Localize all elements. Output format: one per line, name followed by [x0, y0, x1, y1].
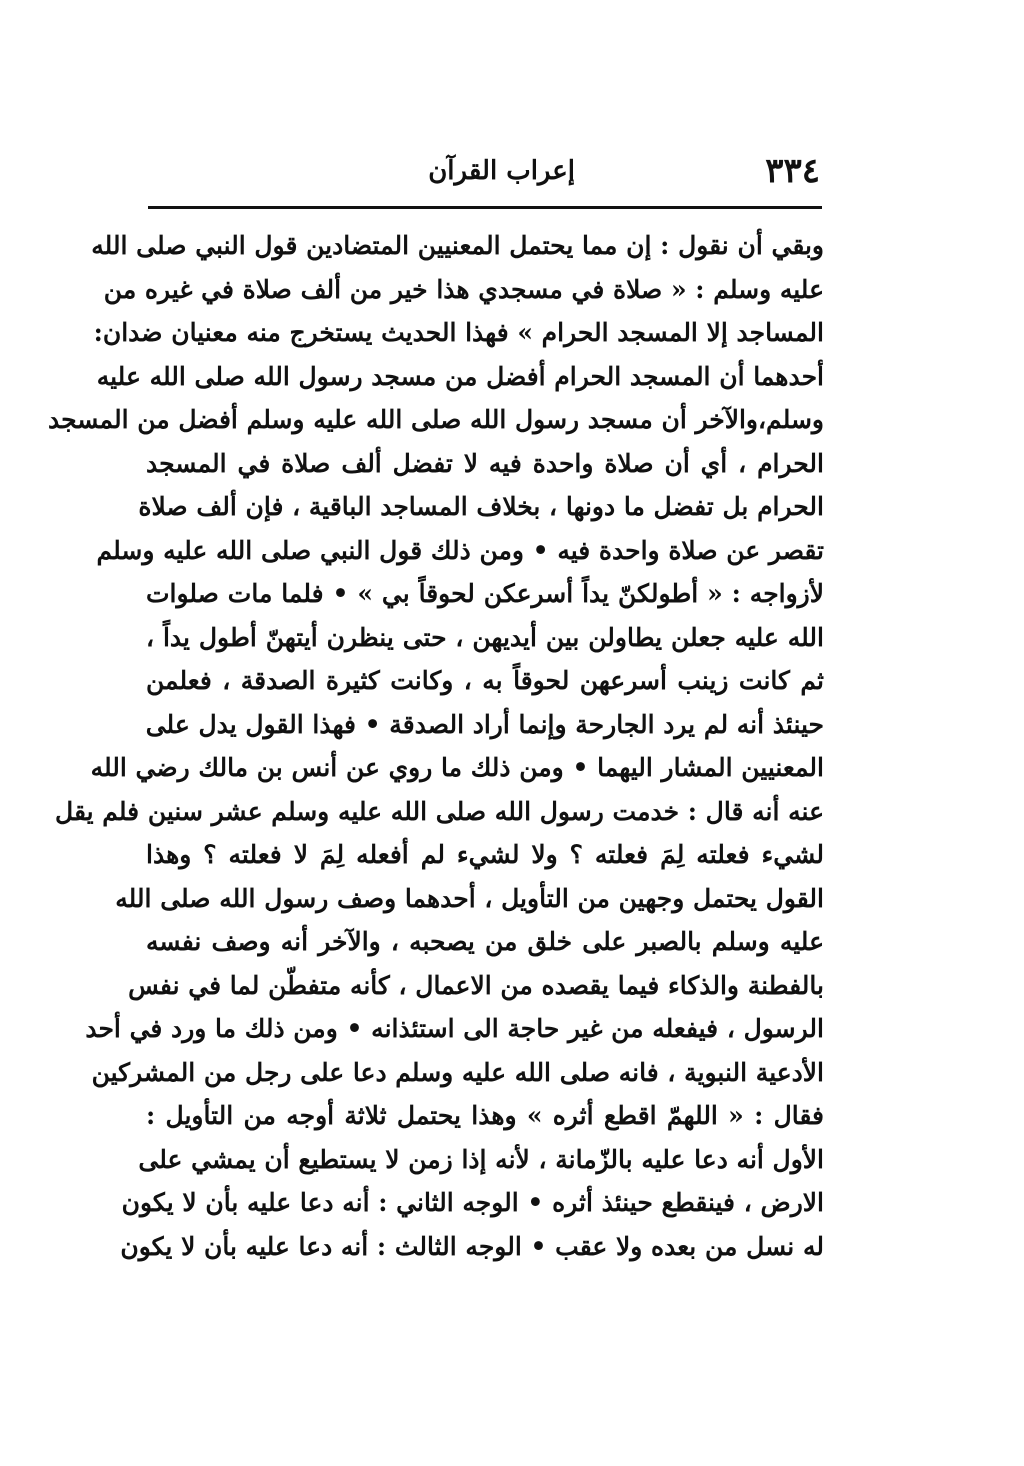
text-line: الحرام بل تفضل ما دونها ، بخلاف المساجد الباقية ، فإن ألف صلاة — [138, 492, 824, 521]
text-line: الارض ، فينقطع حينئذ أثره • الوجه الثاني : أنه دعا عليه بأن لا يكون — [121, 1188, 824, 1217]
text-line: عنه أنه قال : خدمت رسول الله صلى الله عليه وسلم عشر سنين فلم يقل — [55, 796, 824, 826]
running-title: إعراب القرآن — [428, 156, 575, 186]
text-line: وبقي أن نقول : إن مما يحتمل المعنيين المتضادين قول النبي صلى الله — [91, 231, 824, 260]
text-line: لأزواجه : « أطولكنّ يداً أسرعكن لحوقاً بي » • فلما مات صلوات — [146, 579, 824, 608]
text-line: فقال : « اللهمّ اقطع أثره » وهذا يحتمل ثلاثة أوجه من التأويل : — [146, 1101, 824, 1130]
text-line: له نسل من بعده ولا عقب • الوجه الثالث : أنه دعا عليه بأن لا يكون — [120, 1231, 824, 1261]
text-line: المعنيين المشار اليهما • ومن ذلك ما روي عن أنس بن مالك رضي الله — [90, 753, 824, 782]
text-line: الحرام ، أي أن صلاة واحدة فيه لا تفضل ألف صلاة في المسجد — [146, 448, 824, 478]
text-line: لشيء فعلته لِمَ فعلته ؟ ولا لشيء لم أفعله لِمَ لا فعلته ؟ وهذا — [146, 840, 824, 869]
page-header — [150, 148, 820, 194]
text-line: تقصر عن صلاة واحدة فيه • ومن ذلك قول النبي صلى الله عليه وسلم — [96, 535, 824, 565]
page-number: ٣٣٤ — [765, 151, 820, 191]
text-line: أحدهما أن المسجد الحرام أفضل من مسجد رسول الله صلى الله عليه — [96, 361, 824, 391]
text-line: الله عليه جعلن يطاولن بين أيديهن ، حتى ينظرن أيتهنّ أطول يداً ، — [146, 622, 824, 652]
text-line: حينئذ أنه لم يرد الجارحة وإنما أراد الصدقة • فهذا القول يدل على — [145, 709, 824, 739]
text-line: الرسول ، فيفعله من غير حاجة الى استئذانه • ومن ذلك ما ورد في أحد — [85, 1014, 824, 1043]
text-line: ثم كانت زينب أسرعهن لحوقاً به ، وكانت كثيرة الصدقة ، فعلمن — [146, 666, 824, 695]
text-line: الأدعية النبوية ، فانه صلى الله عليه وسلم دعا على رجل من المشركين — [91, 1057, 824, 1087]
text-line: القول يحتمل وجهين من التأويل ، أحدهما وصف رسول الله صلى الله — [115, 883, 824, 913]
text-line: بالفطنة والذكاء فيما يقصده من الاعمال ، كأنه متفطّن لما في نفس — [128, 970, 824, 1000]
text-line: وسلم،والآخر أن مسجد رسول الله صلى الله عليه وسلم أفضل من المسجد — [47, 405, 824, 434]
header-rule — [148, 206, 822, 209]
text-line: عليه وسلم بالصبر على خلق من يصحبه ، والآخر أنه وصف نفسه — [146, 927, 824, 956]
body-text — [47, 224, 824, 1268]
text-line: المساجد إلا المسجد الحرام » فهذا الحديث يستخرج منه معنيان ضدان: — [93, 318, 824, 347]
text-line: عليه وسلم : « صلاة في مسجدي هذا خير من ألف صلاة في غيره من — [103, 274, 824, 304]
text-line: الأول أنه دعا عليه بالزّمانة ، لأنه إذا زمن لا يستطيع أن يمشي على — [138, 1144, 824, 1174]
